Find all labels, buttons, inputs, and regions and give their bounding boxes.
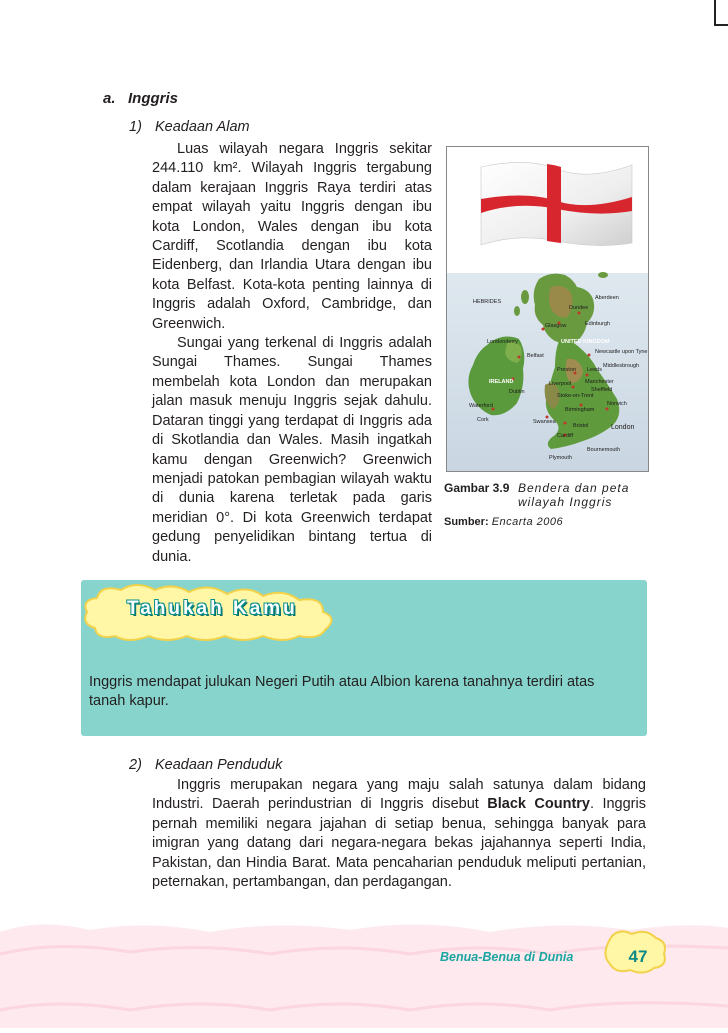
figure-label: Gambar 3.9 bbox=[444, 481, 510, 495]
paragraph-rivers: Sungai yang terkenal di Inggris adalah Sungai Thames. Sungai Thames membelah kota London dan merupakan jalan masuk menuju Inggris sejak dahulu. Dataran tinggi yang terdapat di Inggris ada di Skotlandia dan Wales. Masih ingatkah kamu dengan Greenwich? Greenwich menjadi patokan pembagian wilayah waktu di dunia karena terletak pada garis meridian 0°. Di kota Greenwich terdapat gedung penyelidikan bintang tertua di dunia. bbox=[152, 335, 432, 565]
map-label: Birmingham bbox=[565, 407, 595, 413]
map-label: Waterford bbox=[469, 403, 493, 409]
map-label: Bristol bbox=[573, 423, 589, 429]
figure-source bbox=[444, 516, 650, 528]
subsection-number: 1) bbox=[129, 119, 142, 135]
source-text: Encarta 2006 bbox=[491, 516, 564, 528]
paragraph-text: Inggris merupakan negara yang maju salah satunya dalam bidang Industri. Daerah perindustrian di Inggris disebut bbox=[152, 777, 646, 813]
page-number: 47 bbox=[628, 947, 648, 966]
subsection-title: Keadaan Alam bbox=[155, 119, 250, 135]
map-label: Norwich bbox=[607, 401, 627, 407]
map-label: Leeds bbox=[587, 367, 602, 373]
figure-caption-text: Bendera dan peta wilayah Inggris bbox=[518, 481, 630, 509]
map-label: Middlesbrough bbox=[603, 363, 640, 369]
info-box-text: Inggris mendapat julukan Negeri Putih atau Albion karena tanahnya terdiri atas tanah kapur. bbox=[89, 674, 595, 710]
map-label: Sheffield bbox=[591, 387, 613, 393]
map-label: Plymouth bbox=[549, 455, 572, 461]
england-flag-icon bbox=[481, 162, 632, 245]
map-label: UNITED KINGDOM bbox=[561, 339, 610, 345]
black-country-term: Black Country bbox=[487, 796, 590, 813]
map-label: Aberdeen bbox=[595, 295, 619, 301]
figure-caption bbox=[444, 481, 650, 528]
map-label: Bournemouth bbox=[587, 447, 621, 453]
page-corner-mark bbox=[714, 0, 728, 26]
subsection-heading-2 bbox=[129, 757, 282, 773]
footer-decoration bbox=[0, 918, 728, 1028]
map-label: Stoke-on-Trent bbox=[557, 393, 594, 399]
map-label: Cork bbox=[477, 417, 489, 423]
source-label: Sumber: bbox=[444, 516, 489, 528]
text-column-left bbox=[152, 140, 432, 567]
map-label: Dublin bbox=[509, 389, 525, 395]
figure-flag-map bbox=[446, 146, 649, 472]
uk-map-icon bbox=[447, 272, 648, 471]
map-label: Newcastle upon Tyne bbox=[595, 349, 648, 355]
paragraph-text: . Inggris pernah memiliki negara jajahan di setiap benua, sehingga banyak para imigran yang datang dari negara-negara bekas jajahannya seperti India, Pakistan, dan Hindia Barat. Mata pencaharian penduduk meliputi pertanian, peternakan, pertambangan, dan perdagangan. bbox=[152, 796, 646, 891]
map-label: IRELAND bbox=[489, 379, 514, 385]
map-label: Manchester bbox=[585, 379, 614, 385]
paragraph-population bbox=[152, 776, 646, 892]
subsection-heading-1 bbox=[129, 119, 250, 135]
map-label: Londonderry bbox=[487, 339, 518, 345]
map-label: Edinburgh bbox=[585, 321, 611, 327]
map-label: Cardiff bbox=[557, 433, 574, 439]
section-title: Inggris bbox=[128, 90, 179, 107]
map-label: HEBRIDES bbox=[473, 299, 502, 305]
map-label: Belfast bbox=[527, 353, 544, 359]
map-label: Dundee bbox=[569, 305, 589, 311]
info-box-title: Tahukah Kamu bbox=[127, 598, 298, 619]
map-label: Swansea bbox=[533, 419, 556, 425]
section-letter: a. bbox=[103, 90, 116, 107]
footer-book-title: Benua-Benua di Dunia bbox=[440, 950, 574, 964]
map-label: Glasgow bbox=[545, 323, 567, 329]
section-heading bbox=[103, 90, 178, 107]
paragraph-area: Luas wilayah negara Inggris sekitar 244.110 km². Wilayah Inggris tergabung dalam kerajaan Inggris Raya terdiri atas empat wilayah yaitu Inggris dengan ibu kota London, Wales dengan ibu kota Cardiff, Scotlandia dengan ibu kota Eidenberg, dan Irlandia Utara dengan ibu kota Belfast. Kota-kota penting lainnya di Inggris adalah Oxford, Cambridge, dan Greenwich. bbox=[152, 141, 432, 332]
map-label: Preston bbox=[557, 367, 576, 373]
map-label: London bbox=[611, 424, 635, 431]
subsection-title: Keadaan Penduduk bbox=[155, 757, 283, 773]
subsection-number: 2) bbox=[129, 757, 142, 773]
england-flag-map-illustration bbox=[447, 147, 648, 471]
map-label: Liverpool bbox=[549, 381, 572, 387]
